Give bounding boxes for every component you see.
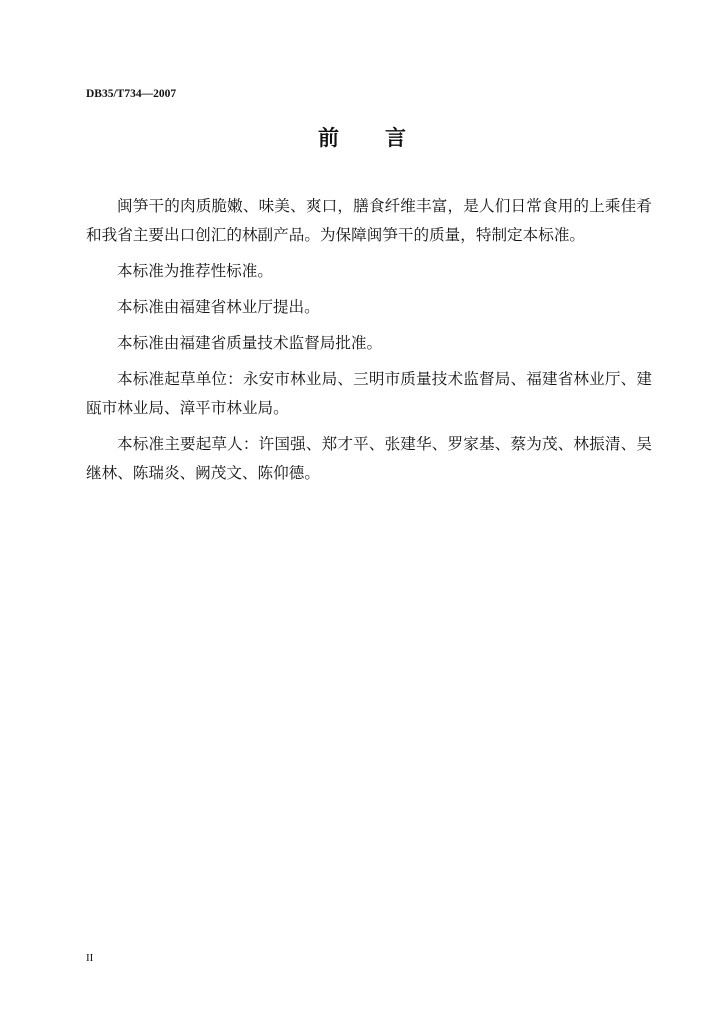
page-number: II xyxy=(86,952,94,964)
paragraph-proposer: 本标准由福建省林业厅提出。 xyxy=(117,298,320,316)
page-title xyxy=(0,122,724,152)
paragraph-approver: 本标准由福建省质量技术监督局批准。 xyxy=(117,334,383,352)
paragraph-drafting-units: 本标准起草单位：永安市林业局、三明市质量技术监督局、福建省林业厅、建瓯市林业局、漳平市林业局。 xyxy=(86,370,652,417)
title-char-2: 言 xyxy=(385,125,406,150)
standard-code: DB35/T734—2007 xyxy=(86,88,177,100)
paragraph-intro: 闽笋干的肉质脆嫩、味美、爽口，膳食纤维丰富，是人们日常食用的上乘佳肴和我省主要出口创汇的林副产品。为保障闽笋干的质量，特制定本标准。 xyxy=(86,197,652,244)
title-char-1: 前 xyxy=(318,125,339,150)
paragraph-recommended: 本标准为推荐性标准。 xyxy=(117,262,273,280)
foreword-body xyxy=(86,192,652,495)
paragraph-drafters: 本标准主要起草人：许国强、郑才平、张建华、罗家基、蔡为茂、林振清、吴继林、陈瑞炎、阙茂文、陈仰德。 xyxy=(86,435,652,482)
